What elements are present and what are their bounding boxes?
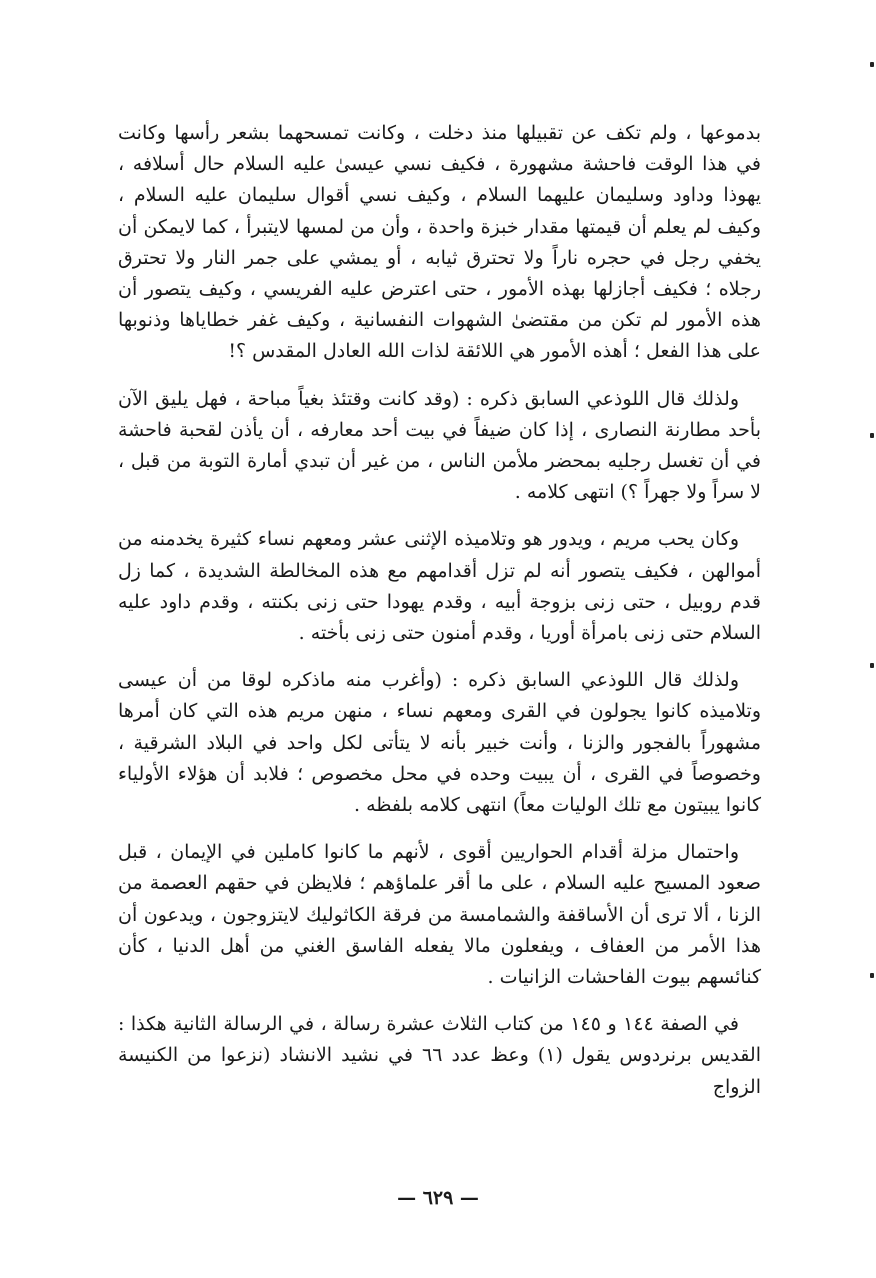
paragraph-5: واحتمال مزلة أقدام الحواريين أقوى ، لأنهم ما كانوا كاملين في الإيمان ، قبل صعود المسيح عليه السلام ، على ما أقر علماؤهم ؛ فلايظن في حقهم العصمة من الزنا ، ألا ترى أن الأساقفة والشمامسة من فرقة الكاثوليك لايتزوجون ، ويدعون أن هذا الأمر من العفاف ، ويفعلون مالا يفعله الفاسق الغني من أهل الدنيا ، كأن كنائسهم بيوت الفاحشات الزانيات .: [118, 841, 761, 989]
page-number: — ٦٢٩ —: [397, 1187, 479, 1209]
scan-mark: [870, 663, 874, 668]
scan-mark: [870, 433, 874, 438]
paragraph-2: ولذلك قال اللوذعي السابق ذكره : (وقد كانت وقتئذ بغياً مباحة ، فهل يليق الآن بأحد مطارنة النصارى ، إذا كان ضيفاً في بيت أحد معارفه ، أن يأذن لقحبة فاحشة في أن تغسل رجليه بمحضر ملأمن الناس ، من غير أن تبدي أمارة التوبة من قبل ، لا سراً ولا جهراً ؟) انتهى كلامه .: [118, 387, 761, 504]
paragraph-4: ولذلك قال اللوذعي السابق ذكره : (وأغرب منه ماذكره لوقا من أن عيسى وتلاميذه كانوا يجولون في القرى ومعهم نساء ، منهن مريم هذه التي كان أمرها مشهوراً بالفجور والزنا ، وأنت خبير بأنه لا يتأتى لكل واحد في البلاد الشرقية ، وخصوصاً في القرى ، أن يبيت وحده في محل مخصوص ؛ فلابد أن هؤلاء الأولياء كانوا يبيتون مع تلك الوليات معاً) انتهى كلامه بلفظه .: [118, 669, 761, 817]
scan-mark: [870, 62, 874, 67]
body-text: [118, 118, 761, 1119]
paragraph-1: بدموعها ، ولم تكف عن تقبيلها منذ دخلت ، وكانت تمسحهما بشعر رأسها وكانت في هذا الوقت فاحشة مشهورة ، فكيف نسي عيسىٰ عليه السلام حال أسلافه ، يهوذا وداود وسليمان عليهما السلام ، وكيف نسي أقوال سليمان عليه السلام ، وكيف لم يعلم أن قيمتها مقدار خبزة واحدة ، وأن من لمسها لايتبرأ ، كما لايمكن أن يخفي رجل في حجره ناراً ولا تحترق ثيابه ، أو يمشي على جمر النار ولا تحترق رجلاه ؛ فكيف أجازلها بهذه الأمور ، حتى اعترض عليه الفريسي ، وكيف يتصور أن هذه الأمور لم تكن من مقتضىٰ الشهوات النفسانية ، وكيف غفر خطاياها وذنوبها على هذا الفعل ؛ أهذه الأمور هي اللائقة لذات الله العادل المقدس ؟!: [118, 122, 761, 363]
paragraph-6: في الصفة ١٤٤ و ١٤٥ من كتاب الثلاث عشرة رسالة ، في الرسالة الثانية هكذا : القديس برنردوس يقول (١) وعظ عدد ٦٦ في نشيد الانشاد (نزعوا من الكنيسة الزواج: [118, 1013, 761, 1098]
paragraph-3: وكان يحب مريم ، ويدور هو وتلاميذه الإثنى عشر ومعهم نساء كثيرة يخدمنه من أموالهن ، فكيف يتصور أنه لم تزل أقدامهم مع هذه المخالطة الشديدة ، كما زل قدم روبيل ، حتى زنى بزوجة أبيه ، وقدم يهودا حتى زنى بكنته ، وقدم داود عليه السلام حتى زنى بامرأة أوريا ، وقدم أمنون حتى زنى بأخته .: [118, 528, 761, 645]
scan-mark: [870, 973, 874, 978]
